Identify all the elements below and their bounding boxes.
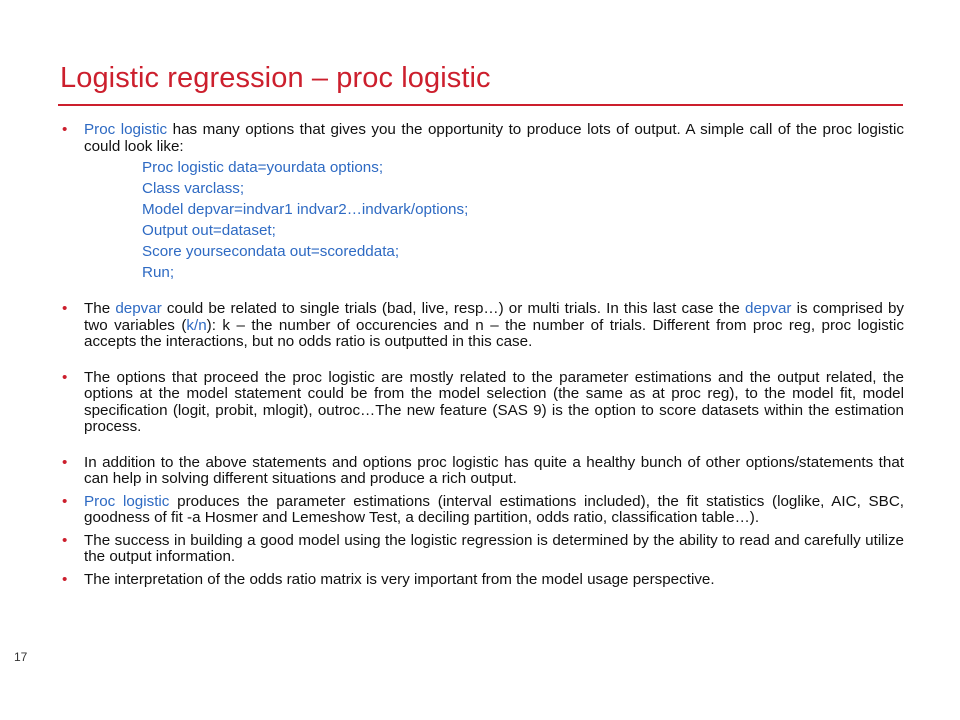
bullet-proc-logistic-intro	[62, 122, 904, 283]
page-number: 17	[14, 650, 28, 664]
bullet-text: is comprised by two variables (	[84, 300, 904, 334]
code-line: Score yoursecondata out=scoreddata;	[142, 243, 400, 260]
bullet-depvar	[62, 301, 904, 351]
bullet-text: The success in building a good model using the logistic regression is determined by the ability to read and carefully utilize the output information.	[84, 531, 904, 565]
bullet-additional-statements	[62, 455, 904, 488]
keyword-proc-logistic: Proc logistic	[84, 492, 170, 510]
bullet-text: The interpretation of the odds ratio matrix is very important from the model usage perspective.	[84, 570, 715, 588]
bullet-text: ): k – the number of occurencies and n – the number of trials. Different from proc reg, proc logistic accepts the interactions, but no odds ratio is outputted in this case.	[84, 316, 904, 350]
bullet-text: The options that proceed the proc logistic are mostly related to the parameter estimations and the output related, the options at the model statement could be from the model selection (the same as at proc reg), to the model fit, model specification (logit, probit, mlogit), outroc…The new feature (SAS 9) is the option to score datasets within the estimation process.	[84, 368, 904, 435]
code-line: Output out=dataset;	[142, 222, 276, 239]
slide-title: Logistic regression – proc logistic	[60, 62, 491, 94]
code-line: Model depvar=indvar1 indvar2…indvark/options;	[142, 201, 469, 218]
keyword-k-n: k/n	[186, 316, 207, 334]
bullet-text: produces the parameter estimations (interval estimations included), the fit statistics (loglike, AIC, SBC, goodness of fit -a Hosmer and Lemeshow Test, a deciling partition, odds ratio, classification table…).	[84, 492, 905, 526]
keyword-depvar: depvar	[745, 300, 792, 317]
code-example	[84, 157, 904, 283]
code-line: Proc logistic data=yourdata options;	[142, 159, 384, 176]
bullet-text: has many options that gives you the opportunity to produce lots of output. A simple call of the proc logistic could look like:	[84, 121, 904, 155]
keyword-depvar: depvar	[115, 300, 162, 317]
bullet-text: In addition to the above statements and options proc logistic has quite a healthy bunch of other options/statements that can help in solving different situations and produce a rich output.	[84, 453, 904, 487]
bullet-estimations	[62, 494, 904, 527]
code-line: Class varclass;	[142, 180, 245, 197]
code-line: Run;	[142, 264, 175, 281]
bullet-odds-ratio	[62, 572, 904, 589]
bullet-text: The	[84, 300, 116, 317]
keyword-proc-logistic: Proc logistic	[84, 121, 168, 138]
bullet-options	[62, 370, 904, 436]
bullet-text: could be related to single trials (bad, live, resp…) or multi trials. In this last case the	[161, 300, 746, 317]
title-divider	[58, 104, 903, 106]
slide-body	[62, 122, 904, 588]
bullet-success	[62, 533, 904, 566]
